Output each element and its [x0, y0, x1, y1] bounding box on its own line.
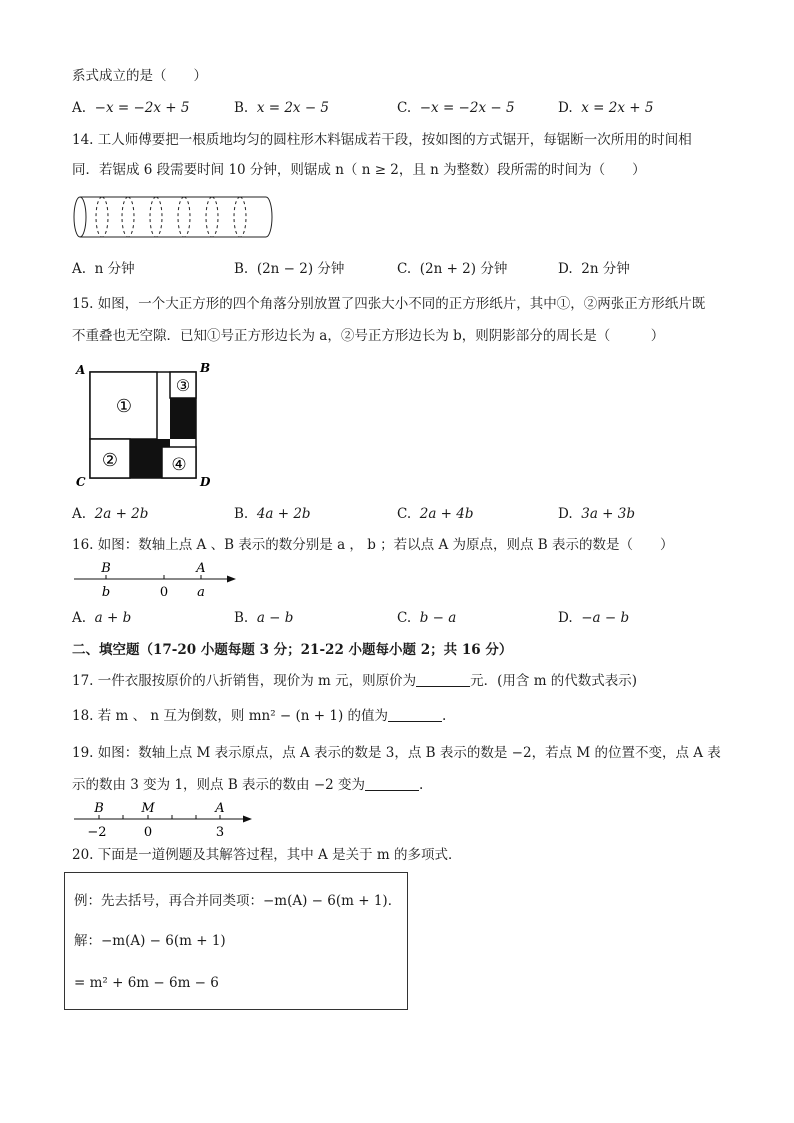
q19-value-neg2: −2 [87, 825, 107, 840]
q15-square-3-label: ③ [175, 376, 191, 395]
q19-answer-blank[interactable] [365, 776, 419, 791]
q16-value-b: b [101, 585, 111, 600]
q15-corner-b: B [200, 361, 211, 375]
q16-text: 16. 如图：数轴上点 A 、B 表示的数分别是 a ， b ；若以点 A 为原点，则点 B 表示的数是（ ） [72, 537, 674, 553]
q20-text: 20. 下面是一道例题及其解答过程，其中 A 是关于 m 的多项式． [72, 847, 462, 863]
q14-option-a[interactable]: A. n 分钟 [72, 261, 135, 277]
q15-text-line1: 15. 如图，一个大正方形的四个角落分别放置了四张大小不同的正方形纸片，其中①，②两张正方形纸片既 [72, 296, 706, 312]
q15-option-a[interactable]: A. 2a + 2b [72, 506, 149, 522]
q15-option-b[interactable]: B. 4a + 2b [234, 506, 311, 522]
q19-text-line2: 示的数由 3 变为 1，则点 B 表示的数由 −2 变为 . [72, 777, 424, 793]
q20-step-line: = m² + 6m − 6m − 6 [74, 975, 219, 991]
q14-option-d[interactable]: D. 2n 分钟 [558, 261, 630, 277]
q14-text-line2: 同．若锯成 6 段需要时间 10 分钟，则锯成 n（ n ≥ 2，且 n 为整数）段所需的时间为（ ） [72, 162, 646, 178]
q16-zero: 0 [159, 585, 169, 600]
q15-option-c[interactable]: C. 2a + 4b [397, 506, 474, 522]
q14-text-line1: 14. 工人师傅要把一根质地均匀的圆柱形木料锯成若干段，按如图的方式锯开，每锯断一次所用的时间相 [72, 132, 692, 148]
q14-option-b[interactable]: B. (2n − 2) 分钟 [234, 261, 345, 277]
q16-option-c[interactable]: C. b − a [397, 610, 457, 626]
q13-option-b[interactable]: B. x = 2x − 5 [234, 100, 330, 116]
q13-option-d[interactable]: D. x = 2x + 5 [558, 100, 654, 116]
q16-point-a: A [196, 561, 206, 576]
q15-square-4-label: ④ [171, 455, 187, 475]
q17-answer-blank[interactable] [416, 672, 470, 687]
q18-text: 18. 若 m 、 n 互为倒数，则 mn² − (n + 1) 的值为 . [72, 708, 447, 724]
q20-example-box [64, 872, 408, 1010]
q15-text-line2: 不重叠也无空隙．已知①号正方形边长为 a，②号正方形边长为 b，则阴影部分的周长是（ ） [72, 328, 665, 344]
q17-text: 17. 一件衣服按原价的八折销售，现价为 m 元，则原价为 元．(用含 m 的代数式表示) [72, 673, 638, 689]
q15-corner-c: C [76, 475, 86, 489]
q19-point-a: A [215, 801, 225, 816]
q20-example-line: 例：先去括号，再合并同类项：−m(A) − 6(m + 1)． [74, 893, 402, 909]
q16-option-b[interactable]: B. a − b [234, 610, 294, 626]
q19-text-line1: 19. 如图：数轴上点 M 表示原点，点 A 表示的数是 3，点 B 表示的数是 −2，若点 M 的位置不变，点 A 表 [72, 745, 721, 761]
q15-square-figure [72, 358, 222, 492]
q14-log-figure [72, 193, 276, 243]
q13-option-a[interactable]: A. −x = −2x + 5 [72, 100, 190, 116]
q16-point-b: B [101, 561, 111, 576]
q18-answer-blank[interactable] [388, 707, 442, 722]
q19-value-zero: 0 [143, 825, 153, 840]
q16-value-a: a [197, 585, 205, 600]
q19-number-line [70, 798, 260, 840]
q16-option-a[interactable]: A. a + b [72, 610, 132, 626]
q15-corner-d: D [200, 475, 211, 489]
q15-corner-a: A [76, 363, 86, 377]
q13-option-c[interactable]: C. −x = −2x − 5 [397, 100, 515, 116]
q15-option-d[interactable]: D. 3a + 3b [558, 506, 635, 522]
section-2-heading: 二、填空题（17-20 小题每题 3 分；21-22 小题每小题 2；共 16 分） [72, 642, 513, 658]
q19-point-m: M [141, 801, 155, 816]
q15-square-1-label: ① [115, 396, 133, 417]
q16-option-d[interactable]: D. −a − b [558, 610, 630, 626]
q20-solution-line: 解：−m(A) − 6(m + 1) [74, 933, 226, 949]
q19-point-b: B [94, 801, 104, 816]
q19-value-three: 3 [215, 825, 225, 840]
q15-square-2-label: ② [101, 450, 119, 471]
q13-tail: 系式成立的是（ ） [72, 68, 207, 84]
q16-number-line [70, 558, 240, 600]
q14-option-c[interactable]: C. (2n + 2) 分钟 [397, 261, 508, 277]
